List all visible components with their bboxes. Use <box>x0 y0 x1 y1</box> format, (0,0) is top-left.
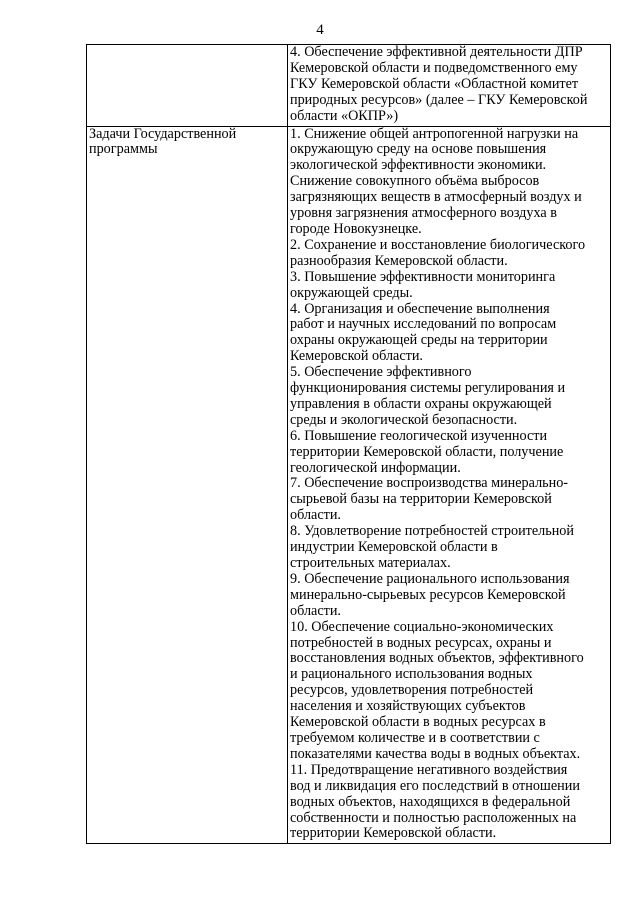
row-content-line: и рационального использования водных <box>290 666 533 683</box>
row-content-line: 6. Повышение геологической изученности <box>290 427 548 444</box>
row-content-line: работ и научных исследований по вопросам <box>290 316 557 333</box>
row-content-line: потребностей в водных ресурсах, охраны и <box>290 634 552 651</box>
table-body <box>87 45 611 844</box>
row-content-line: 8. Удовлетворение потребностей строительной <box>290 523 574 540</box>
row-label-cell <box>87 126 288 844</box>
row-content-line: минерально-сырьевых ресурсов Кемеровской <box>290 586 566 603</box>
row-label-line: программы <box>89 141 158 158</box>
row-content-cell <box>288 126 611 844</box>
row-content-line: индустрии Кемеровской области в <box>290 539 498 556</box>
row-content-line: Снижение совокупного объёма выбросов <box>290 173 540 190</box>
row-content-line: функционирования системы регулирования и <box>290 380 566 397</box>
row-content-line: собственности и полностью расположенных на <box>290 809 577 826</box>
row-content-line: требуемом количестве и в соответствии с <box>290 729 540 746</box>
row-content-line: 9. Обеспечение рационального использования <box>290 570 570 587</box>
row-content-line: загрязняющих веществ в атмосферный воздух и <box>290 189 582 206</box>
row-content-line: 1. Снижение общей антропогенной нагрузки на <box>290 125 579 142</box>
row-content-line: водных объектов, находящихся в федеральной <box>290 793 571 810</box>
row-content-line: окружающей среды. <box>290 284 413 301</box>
row-content-line: 5. Обеспечение эффективного <box>290 364 472 381</box>
row-content-line: Кемеровской области в водных ресурсах в <box>290 714 546 731</box>
row-content-line: территории Кемеровской области, получение <box>290 443 564 460</box>
row-content-line: 3. Повышение эффективности мониторинга <box>290 268 556 285</box>
row-content-line: ресурсов, удовлетворения потребностей <box>290 682 534 699</box>
table-row <box>87 45 611 127</box>
row-content-line: показателями качества воды в водных объектах. <box>290 745 581 762</box>
row-content-line: строительных материалах. <box>290 555 451 571</box>
row-content-line: разнообразия Кемеровской области. <box>290 252 508 269</box>
row-content-line: восстановления водных объектов, эффективного <box>290 650 584 667</box>
row-content-line: территории Кемеровской области. <box>290 825 497 842</box>
row-content-line: 4. Организация и обеспечение выполнения <box>290 300 550 317</box>
row-content-line: 10. Обеспечение социально-экономических <box>290 618 554 635</box>
program-passport-table <box>86 44 611 844</box>
row-content-line: Кемеровской области. <box>290 348 423 365</box>
table-row <box>87 126 611 844</box>
row-content-line: сырьевой базы на территории Кемеровской <box>290 491 552 508</box>
row-content-line: Кемеровской области и подведомственного ему <box>290 59 578 76</box>
row-content-line: 11. Предотвращение негативного воздействия <box>290 761 568 778</box>
row-content-line: 2. Сохранение и восстановление биологического <box>290 236 586 253</box>
row-content-line: природных ресурсов» (далее – ГКУ Кемеровской <box>290 91 588 108</box>
row-content-line: окружающую среду на основе повышения <box>290 141 547 158</box>
row-label-cell <box>87 45 288 127</box>
row-content-line: области. <box>290 507 341 524</box>
row-content-line: геологической информации. <box>290 459 461 476</box>
row-content-line: 7. Обеспечение воспроизводства минерально- <box>290 475 569 492</box>
row-content-line: 4. Обеспечение эффективной деятельности ДПР <box>290 44 583 60</box>
row-content-line: вод и ликвидация его последствий в отношении <box>290 777 580 794</box>
row-label-line: Задачи Государственной <box>89 125 237 142</box>
row-content-line: охраны окружающей среды на территории <box>290 332 548 349</box>
row-content-line: экологической эффективности экономики. <box>290 157 547 174</box>
row-content-line: уровня загрязнения атмосферного воздуха в <box>290 205 557 222</box>
row-content-line: среды и экологической безопасности. <box>290 411 518 428</box>
row-content-cell <box>288 45 611 127</box>
row-content-line: населения и хозяйствующих субъектов <box>290 698 526 715</box>
page-number: 4 <box>316 22 324 38</box>
row-content-line: управления в области охраны окружающей <box>290 395 552 412</box>
row-content-line: ГКУ Кемеровской области «Областной комитет <box>290 75 579 92</box>
row-content-line: городе Новокузнецке. <box>290 220 422 237</box>
row-content-line: области «ОКПР») <box>290 107 399 124</box>
row-content-line: области. <box>290 602 341 619</box>
